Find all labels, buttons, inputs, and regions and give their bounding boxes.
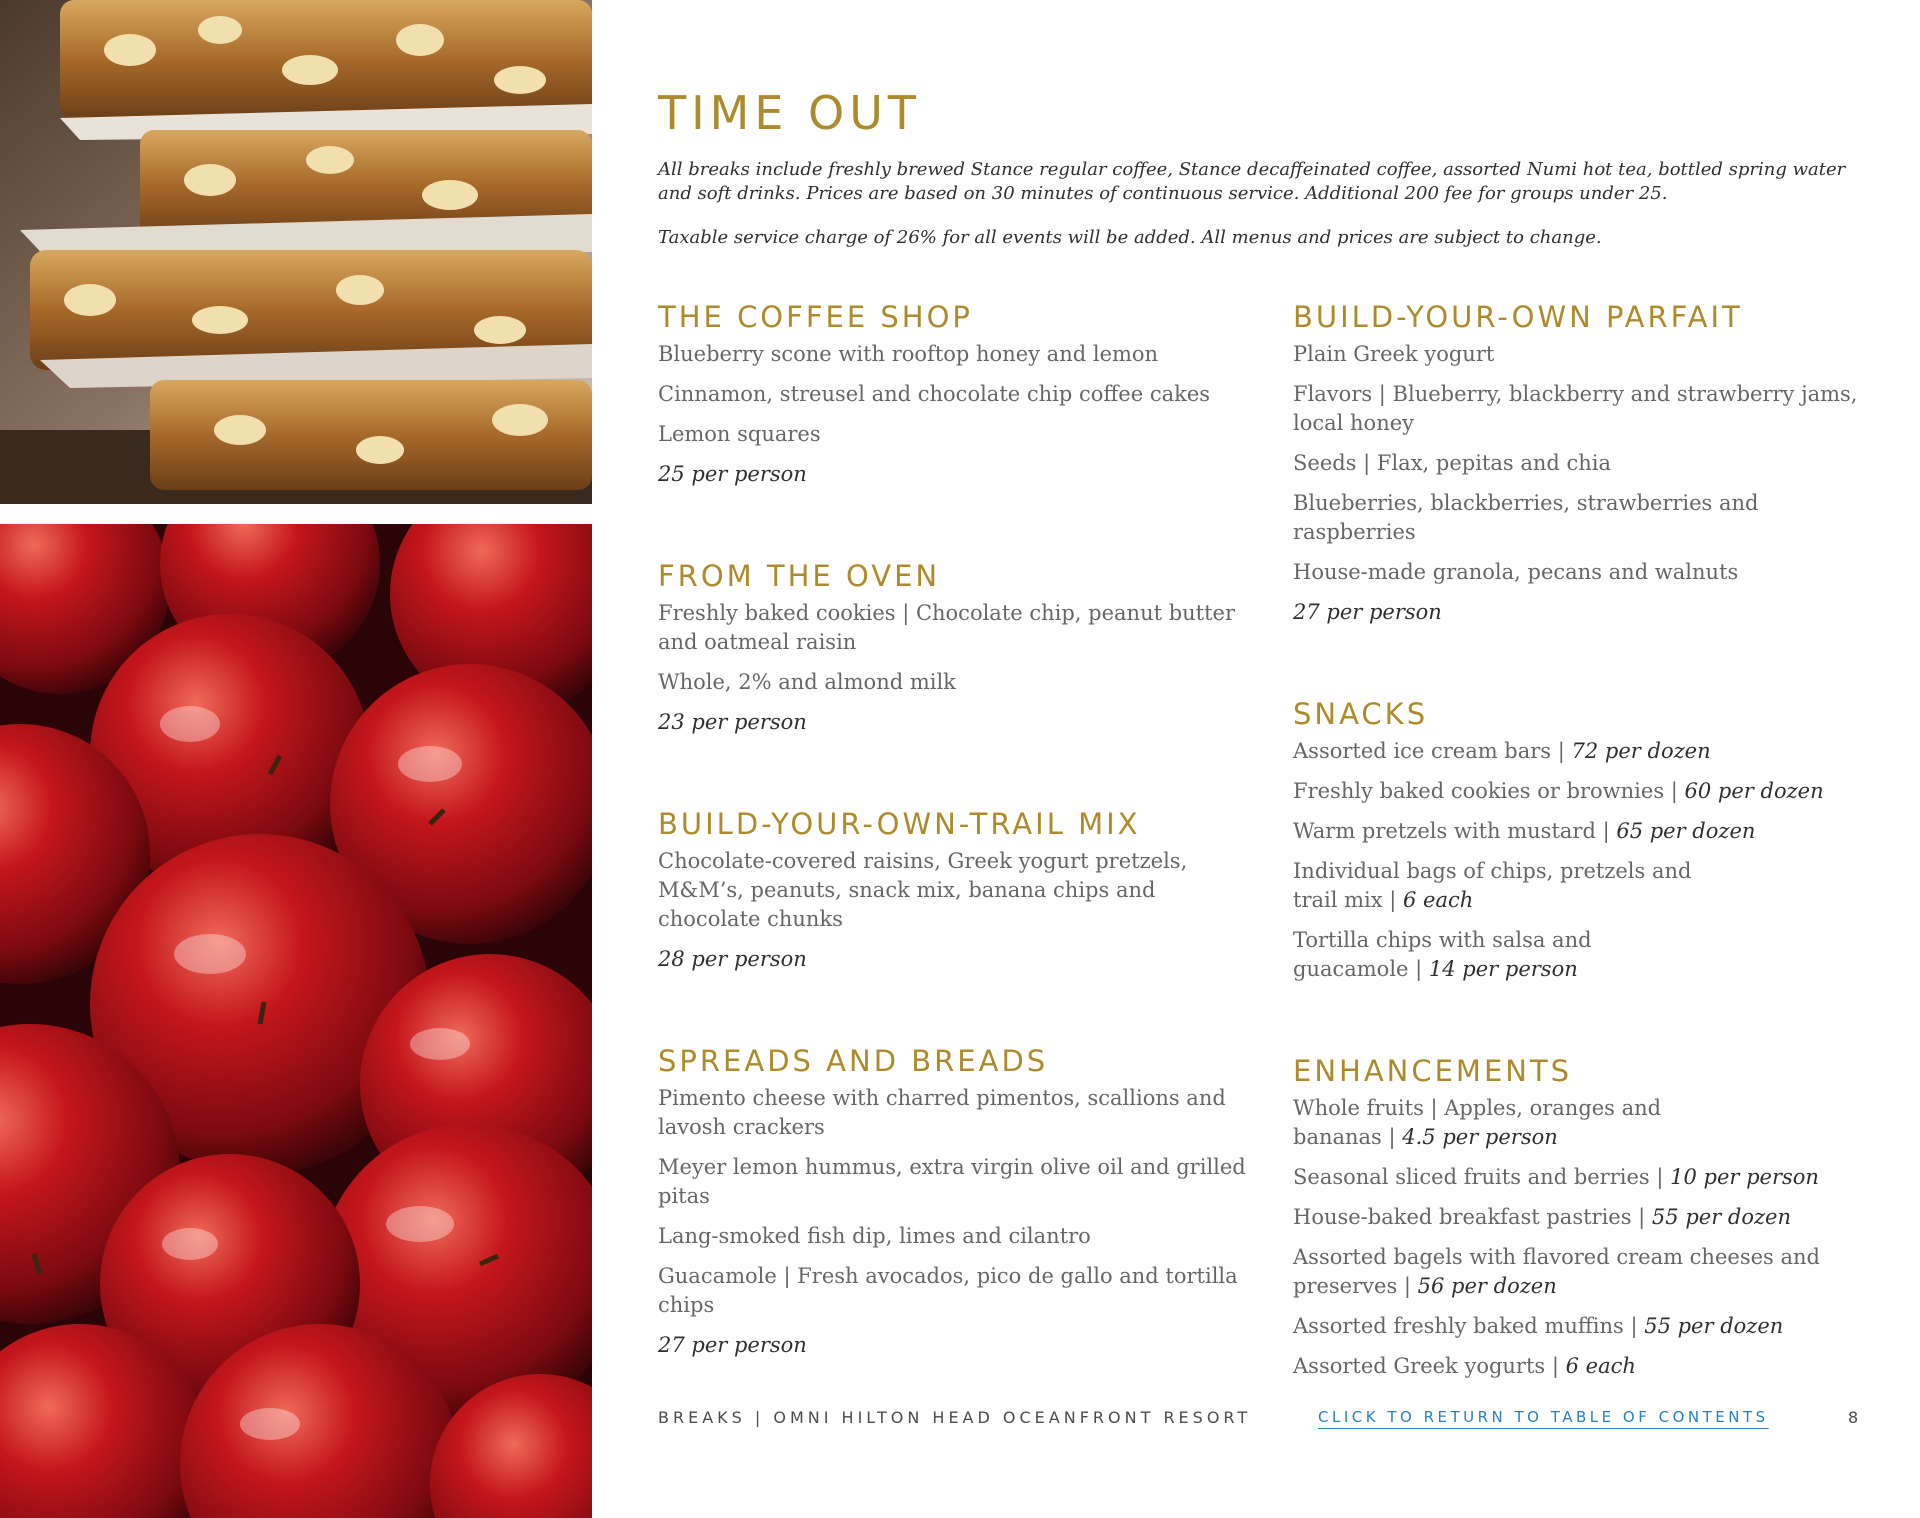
intro-paragraph: All breaks include freshly brewed Stance regular coffee, Stance decaffeinated coffee, assorted Numi hot tea, bottled spring water and soft drinks. Prices are based on 30 minutes of continuous service. Additional 200 fee for groups under 25. [658,159,1846,204]
red-apples-photo [0,524,592,1518]
menu-item: Plain Greek yogurt [1293,342,1495,366]
menu-section-trail-mix [658,807,1248,974]
red-apples-illustration [0,524,592,1518]
item-text: Assorted freshly baked muffins | [1293,1314,1645,1338]
page-number: 8 [1848,1408,1859,1427]
item-price: 10 per person [1670,1165,1819,1189]
section-price: 25 per person [658,462,807,486]
section-price: 23 per person [658,710,807,734]
nut-bars-photo [0,0,592,504]
menu-section-coffee-shop [658,300,1248,489]
menu-item [1293,1352,1883,1381]
menu-item: Lang-smoked fish dip, limes and cilantro [658,1224,1091,1248]
footer-title: BREAKS | OMNI HILTON HEAD OCEANFRONT RESORT [658,1408,1252,1427]
menu-item: Meyer lemon hummus, extra virgin olive oil and grilled pitas [658,1155,1246,1208]
menu-section-enhancements [1293,1054,1883,1381]
item-text: Freshly baked cookies or brownies | [1293,779,1685,803]
menu-item: Lemon squares [658,422,821,446]
menu-item [1293,1243,1833,1301]
menu-section-parfait [1293,300,1883,627]
item-price: 72 per dozen [1571,739,1711,763]
menu-item: Flavors | Blueberry, blackberry and strawberry jams, local honey [1293,382,1858,435]
left-menu-column [658,300,1248,1430]
item-price: 56 per dozen [1417,1274,1557,1298]
right-menu-column [1293,300,1883,1451]
item-text: House-baked breakfast pastries | [1293,1205,1652,1229]
item-price: 14 per person [1428,957,1578,981]
section-price: 27 per person [658,1333,807,1357]
item-price: 6 each [1565,1354,1636,1378]
section-heading: SPREADS AND BREADS [658,1044,1049,1078]
item-text: Assorted Greek yogurts | [1293,1354,1566,1378]
menu-item: Pimento cheese with charred pimentos, scallions and lavosh crackers [658,1086,1226,1139]
menu-item: Whole, 2% and almond milk [658,670,956,694]
section-heading: ENHANCEMENTS [1293,1054,1573,1088]
table-of-contents-link[interactable]: CLICK TO RETURN TO TABLE OF CONTENTS [1318,1408,1769,1426]
menu-content [658,0,1858,1494]
item-text: Tortilla chips with salsa and guacamole | [1293,928,1592,981]
menu-section-from-the-oven [658,559,1248,737]
item-price: 4.5 per person [1402,1125,1558,1149]
menu-item [1293,817,1883,846]
page-footer [658,1408,1858,1438]
menu-item [1293,1312,1883,1341]
menu-item [1293,1203,1883,1232]
section-heading: SNACKS [1293,697,1429,731]
menu-item [1293,857,1713,915]
menu-item [1293,1094,1693,1152]
item-text: Assorted bagels with flavored cream cheeses and preserves | [1293,1245,1820,1298]
item-price: 60 per dozen [1684,779,1824,803]
item-price: 55 per dozen [1651,1205,1792,1229]
page-title: TIME OUT [658,86,922,140]
section-heading: FROM THE OVEN [658,559,941,593]
menu-section-snacks [1293,697,1883,984]
section-heading: THE COFFEE SHOP [658,300,973,334]
section-heading: BUILD-YOUR-OWN-TRAIL MIX [658,807,1141,841]
menu-item: Seeds | Flax, pepitas and chia [1293,451,1612,475]
nut-bars-illustration [0,0,592,504]
menu-item [1293,777,1883,806]
menu-item: Guacamole | Fresh avocados, pico de gallo and tortilla chips [658,1264,1238,1317]
item-text: Individual bags of chips, pretzels and trail mix | [1293,859,1692,912]
item-text: Warm pretzels with mustard | [1293,819,1617,843]
section-heading: BUILD-YOUR-OWN PARFAIT [1293,300,1743,334]
menu-item [1293,926,1653,984]
menu-section-spreads-and-breads [658,1044,1248,1360]
menu-item: Freshly baked cookies | Chocolate chip, peanut butter and oatmeal raisin [658,601,1236,654]
section-price: 27 per person [1293,600,1442,624]
menu-item: Blueberry scone with rooftop honey and lemon [658,342,1159,366]
item-text: Whole fruits | Apples, oranges and bananas | [1293,1096,1662,1149]
menu-item: House-made granola, pecans and walnuts [1293,560,1739,584]
menu-item: Chocolate-covered raisins, Greek yogurt pretzels, M&M’s, peanuts, snack mix, banana chips and chocolate chunks [658,849,1188,931]
item-price: 55 per dozen [1644,1314,1784,1338]
menu-item: Blueberries, blackberries, strawberries and raspberries [1293,491,1759,544]
menu-item [1293,737,1883,766]
section-price: 28 per person [658,947,807,971]
item-price: 6 each [1403,888,1474,912]
item-text: Seasonal sliced fruits and berries | [1293,1165,1671,1189]
item-price: 65 per dozen [1616,819,1756,843]
item-text: Assorted ice cream bars | [1293,739,1572,763]
menu-item [1293,1163,1883,1192]
menu-item: Cinnamon, streusel and chocolate chip coffee cakes [658,382,1211,406]
service-charge-note: Taxable service charge of 26% for all events will be added. All menus and prices are subject to change. [658,227,1602,248]
